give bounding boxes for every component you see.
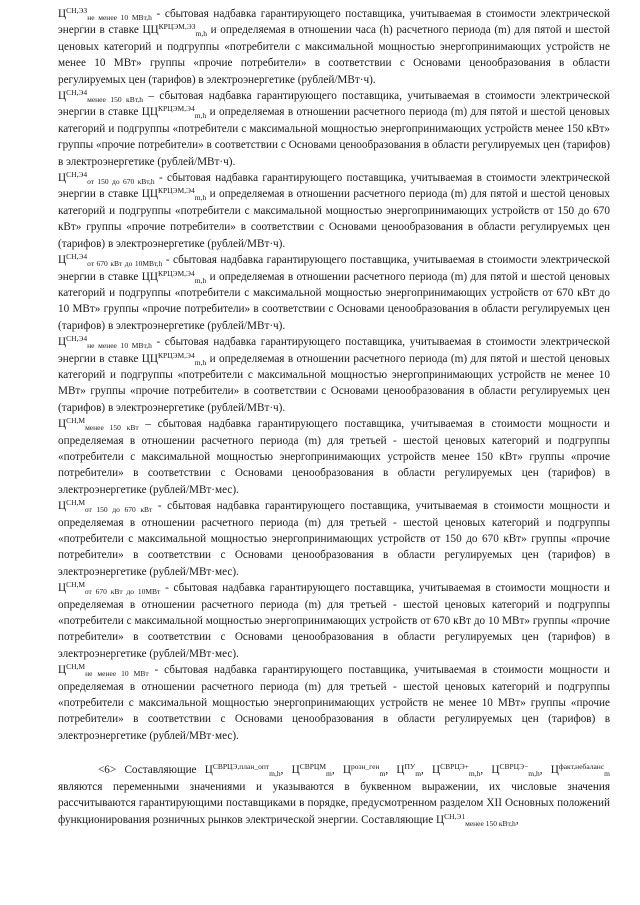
definition-symbol: Ц <box>58 336 67 349</box>
note-6-term <box>291 762 332 779</box>
definition-superscript: СН,Э4 <box>66 170 88 180</box>
definition-subscript: не менее 10 МВт,h <box>87 13 152 22</box>
definition-subscript: от 150 до 670 кВт,h <box>87 177 155 187</box>
definition-text: - сбытовая надбавка гарантирующего поставщика, учитываемая в стоимости мощности и определяемая в отношении расчетного периода (m) для третьей - шестой ценовых категорий и подгруппы «потребители с максимальной мощностью энергопринимающих устройств от 150 до 670 кВт» группы «прочие потребители» в соответствии с Основами ценообразования в области регулируемых цен (тарифов) в электроэнергетике (рублей/МВт·мес). <box>58 500 611 578</box>
definition-subscript: от 150 до 670 кВт <box>84 505 153 515</box>
definition-paragraph <box>58 88 610 170</box>
definition-subscript: не менее 10 МВт,h <box>87 341 152 351</box>
inline-symbol: Ц <box>149 270 158 283</box>
definition-superscript: СН,Э4 <box>66 334 88 344</box>
inline-symbol: Ц <box>149 352 158 365</box>
inline-subscript: m,h <box>195 29 207 39</box>
term-superscript: СВРЦМ <box>299 762 326 772</box>
inline-superscript: КРЦЭМ,Э4 <box>157 186 195 196</box>
inline-superscript: КРЦЭМ,Э4 <box>157 104 195 114</box>
definition-superscript: СН,М <box>66 662 86 672</box>
note-6-text: являются переменными значениями и указываются в буквенном выражении, их числовые значения рассчитываются гарантирующими поставщиками в порядке, предусмотренном разделом XII Основных положений функционирования розничных рынков электрической энергии. Составляющие <box>58 780 610 826</box>
definition-tail: и определяемая в отношении часа (h) расчетного периода (m) для пятой и шестой ценовых категорий и подгруппы «потребители с максимальной мощностью энергопринимающих устройств не менее 10 МВт» группы «прочие потребители» в соответствии с Основами ценообразования в области регулируемых цен (тарифов) в электроэнергетике (рублей/МВт·ч). <box>58 24 611 86</box>
note-6-term <box>396 762 422 779</box>
term-subscript: m,h <box>269 769 281 779</box>
definition-paragraph <box>58 6 610 88</box>
definition-superscript: СН,Э4 <box>66 252 88 262</box>
definition-symbol: Ц <box>58 582 67 595</box>
definition-symbol: Ц <box>58 664 67 677</box>
term-symbol: Ц <box>491 764 500 777</box>
definition-symbol: Ц <box>58 418 67 431</box>
definition-subscript: менее 150 кВт <box>85 423 139 433</box>
definition-superscript: СН,М <box>66 416 86 426</box>
term-subscript: m <box>379 769 386 779</box>
definition-paragraph <box>58 416 610 498</box>
definition-text: - сбытовая надбавка гарантирующего поставщика, учитываемая в стоимости электрической энергии в ставке Ц <box>58 336 610 365</box>
note-6-paragraph <box>58 762 610 828</box>
definition-paragraph <box>58 580 610 662</box>
term-subscript: m,h <box>528 769 540 779</box>
note-6-end-superscript: СН,Э1 <box>444 811 466 821</box>
definition-text: - сбытовая надбавка гарантирующего поставщика, учитываемая в стоимости электрической энергии в ставке Ц <box>58 172 610 201</box>
note-6-marker: <6> <box>98 764 117 777</box>
definition-symbol: Ц <box>58 8 67 20</box>
inline-symbol: Ц <box>149 106 158 119</box>
note-6-lead: Составляющие <box>116 764 205 777</box>
definition-superscript: СН,М <box>66 498 85 508</box>
definition-superscript: СН,М <box>66 580 85 590</box>
term-superscript: ПУ <box>404 762 416 772</box>
definition-subscript: от 670 кВт до 10МВт,h <box>87 259 163 269</box>
definition-text: – сбытовая надбавка гарантирующего поставщика, учитываемая в стоимости электрической энергии в ставке Ц <box>58 90 610 119</box>
inline-superscript: КРЦЭМ,Э4 <box>157 268 195 278</box>
definition-symbol: Ц <box>58 90 67 103</box>
definition-symbol: Ц <box>58 254 67 267</box>
inline-symbol: Ц <box>149 188 158 201</box>
term-superscript: СВРЦЭ+ <box>440 762 469 772</box>
definition-paragraph <box>58 252 610 334</box>
definition-subscript: не менее 10 МВт <box>85 669 149 679</box>
definition-paragraph <box>58 498 610 580</box>
term-symbol: Ц <box>291 764 300 777</box>
note-6-term <box>550 762 610 779</box>
inline-superscript: КРЦЭМ,Э4 <box>157 350 195 360</box>
term-symbol: Ц <box>396 764 405 777</box>
definition-symbol: Ц <box>58 500 67 513</box>
note-6-end-tail: , <box>515 813 519 826</box>
document-page <box>58 6 610 828</box>
term-symbol: Ц <box>550 764 559 777</box>
note-6-terms: $Ц^{СВРЦЭ,план\_опт}_{m,h}$, $Ц^{СВРЦМ}_m$, $Ц^{розн\_ген}_m$, $Ц^{ПУ}_m$, $Ц^{СВРЦЭ+}_{m,h}$, $Ц^{СВРЦЭ-}_{m,h}$, $Ц^{факт,небаланс}_m$ <box>204 762 610 779</box>
inline-superscript: КРЦЭМ,ЭЗ <box>158 22 196 32</box>
term-superscript: СВРЦЭ,план_опт <box>212 762 270 772</box>
note-6-term <box>491 762 540 779</box>
definition-tail: и определяемая в отношении расчетного периода (m) для пятой и шестой ценовых категорий и подгруппы «потребители с максимальной мощностью энергопринимающих устройств от 670 кВт до 10 МВт» группы «прочие потребители» в соответствии с Основами ценообразования в области регулируемых цен (тарифов) в электроэнергетике (рублей/МВт·ч). <box>58 270 610 332</box>
definition-subscript: от 670 кВт до 10МВт <box>84 587 161 597</box>
term-symbol: Ц <box>432 764 441 777</box>
inline-subscript: m,h <box>194 193 207 203</box>
term-superscript: розн_ген <box>350 762 380 772</box>
spacer <box>58 744 610 762</box>
definition-text: - сбытовая надбавка гарантирующего поставщика, учитываемая в стоимости электрической энергии в ставке Ц <box>58 8 610 37</box>
definition-subscript: менее 150 кВт,h <box>87 95 144 105</box>
definitions-list <box>58 6 610 744</box>
definition-paragraph <box>58 170 610 252</box>
definition-text: – сбытовая надбавка гарантирующего поставщика, учитываемая в стоимости мощности и определяемая в отношении расчетного периода (m) для третьей - шестой ценовых категорий и подгруппы «потребители с максимальной мощностью энергопринимающих устройств менее 150 кВт» группы «прочие потребители» в соответствии с Основами ценообразования в области регулируемых цен (тарифов) в электроэнергетике (рублей/МВт·мес). <box>58 418 611 496</box>
definition-paragraph <box>58 662 610 744</box>
definition-text: - сбытовая надбавка гарантирующего поставщика, учитываемая в стоимости мощности и определяемая в отношении расчетного периода (m) для третьей - шестой ценовых категорий и подгруппы «потребители с максимальной мощностью энергопринимающих устройств не менее 10 МВт» группы «прочие потребители» в соответствии с Основами ценообразования в области регулируемых цен (тарифов) в электроэнергетике (рублей/МВт·мес). <box>58 664 610 742</box>
term-symbol: Ц <box>204 764 213 777</box>
inline-subscript: m,h <box>194 275 207 285</box>
term-superscript: факт,небаланс <box>558 762 605 772</box>
term-subscript: m <box>415 769 422 779</box>
definition-superscript: СН,Э4 <box>66 88 88 98</box>
note-6-end-symbol: Ц <box>435 813 445 826</box>
definition-text: - сбытовая надбавка гарантирующего поставщика, учитываемая в стоимости мощности и определяемая в отношении расчетного периода (m) для третьей - шестой ценовых категорий и подгруппы «потребители с максимальной мощностью энергопринимающих устройств от 670 кВт до 10 МВт» группы «прочие потребители» в соответствии с Основами ценообразования в области регулируемых цен (тарифов) в электроэнергетике (рублей/МВт·мес). <box>58 582 611 660</box>
note-6-term <box>432 762 481 779</box>
definition-symbol: Ц <box>58 172 67 185</box>
term-subscript: m <box>326 769 332 779</box>
definition-tail: и определяемая в отношении расчетного периода (m) для пятой и шестой ценовых категорий и подгруппы «потребители с максимальной мощностью энергопринимающих устройств от 150 до 670 кВт» группы «прочие потребители» в соответствии с Основами ценообразования в области регулируемых цен (тарифов) в электроэнергетике (рублей/МВт·ч). <box>58 188 610 250</box>
inline-subscript: m,h <box>194 111 207 121</box>
definition-tail: и определяемая в отношении расчетного периода (m) для пятой и шестой ценовых категорий и подгруппы «потребители с максимальной мощностью энергопринимающих устройств не менее 10 МВт» группы «прочие потребители» в соответствии с Основами ценообразования в области регулируемых цен (тарифов) в электроэнергетике (рублей/МВт·ч). <box>58 352 610 414</box>
note-6-term <box>342 762 386 779</box>
definition-tail: и определяемая в отношении расчетного периода (m) для пятой и шестой ценовых категорий и подгруппы «потребители с максимальной мощностью энергопринимающих устройств менее 150 кВт» группы «прочие потребители» в соответствии с Основами ценообразования в области регулируемых цен (тарифов) в электроэнергетике (рублей/МВт·ч). <box>58 106 610 168</box>
note-6-end-subscript: менее 150 кВт,h <box>465 818 516 828</box>
definition-superscript: СН,ЭЗ <box>66 6 88 15</box>
definition-text: - сбытовая надбавка гарантирующего поставщика, учитываемая в стоимости электрической энергии в ставке Ц <box>58 254 610 283</box>
term-symbol: Ц <box>342 764 351 777</box>
inline-symbol: Ц <box>150 24 159 37</box>
note-6-term <box>204 762 281 779</box>
term-subscript: m <box>604 769 610 779</box>
term-subscript: m,h <box>468 769 481 779</box>
term-superscript: СВРЦЭ− <box>499 762 529 772</box>
inline-subscript: m,h <box>194 357 207 367</box>
definition-paragraph <box>58 334 610 416</box>
